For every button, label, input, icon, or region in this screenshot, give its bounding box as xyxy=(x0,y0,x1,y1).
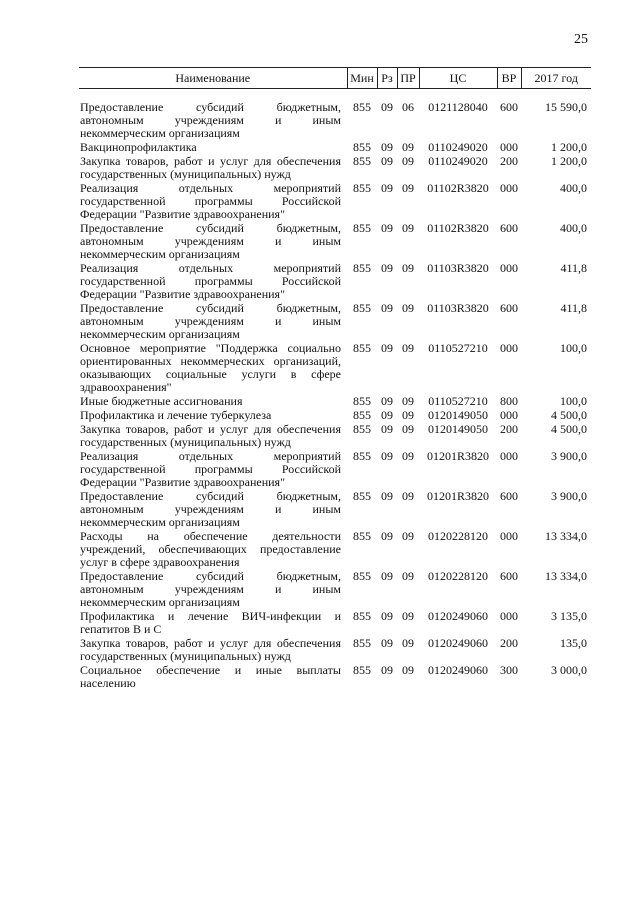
row-rz-cell: 09 xyxy=(381,140,393,154)
table-row xyxy=(79,490,591,530)
row-cs-cell: 01201R3820 xyxy=(426,489,489,503)
row-vr-cell: 000 xyxy=(500,529,518,543)
header-name: Наименование xyxy=(79,68,347,89)
row-rz-cell: 09 xyxy=(381,154,393,168)
row-name-cell: Социальное обеспечение и иные выплаты населению xyxy=(80,663,341,690)
row-rz-cell: 09 xyxy=(381,261,393,275)
row-rz-cell: 09 xyxy=(381,529,393,543)
row-min-cell: 855 xyxy=(353,609,371,623)
row-vr-cell: 000 xyxy=(500,449,518,463)
row-min-cell: 855 xyxy=(353,394,371,408)
row-amount-cell: 135,0 xyxy=(560,636,587,650)
row-min-cell: 855 xyxy=(353,181,371,195)
row-cs-cell: 0121128040 xyxy=(428,100,488,114)
row-name-cell: Закупка товаров, работ и услуг для обеспечения государственных (муниципальных) нужд xyxy=(80,636,341,663)
row-amount-cell: 400,0 xyxy=(560,221,587,235)
table-row xyxy=(79,89,591,142)
row-cs-cell: 01103R3820 xyxy=(427,261,489,275)
row-rz-cell: 09 xyxy=(381,181,393,195)
row-amount-cell: 3 135,0 xyxy=(551,609,587,623)
row-pr-cell: 09 xyxy=(402,301,414,315)
row-cs-cell: 01102R3820 xyxy=(427,221,489,235)
header-vr: ВР xyxy=(497,68,521,89)
row-pr-cell: 09 xyxy=(402,529,414,543)
row-vr-cell: 300 xyxy=(500,663,518,677)
row-pr-cell: 09 xyxy=(402,154,414,168)
row-vr-cell: 000 xyxy=(500,181,518,195)
row-min-cell: 855 xyxy=(353,422,371,436)
row-cs-cell: 0120228120 xyxy=(428,569,488,583)
row-rz-cell: 09 xyxy=(381,394,393,408)
row-pr-cell: 09 xyxy=(402,261,414,275)
row-amount-cell: 1 200,0 xyxy=(551,140,587,154)
row-name-cell: Предоставление субсидий бюджетным, автономным учреждениям и иным некоммерческим организациям xyxy=(80,569,341,609)
row-min-cell: 855 xyxy=(353,636,371,650)
row-amount-cell: 1 200,0 xyxy=(551,154,587,168)
table-row xyxy=(79,182,591,222)
row-cs-cell: 0120228120 xyxy=(428,529,488,543)
row-name-cell: Реализация отдельных мероприятий государственной программы Российской Федерации "Развитие здравоохранения" xyxy=(80,261,341,301)
table-row xyxy=(79,570,591,610)
row-pr-cell: 09 xyxy=(402,663,414,677)
row-name-cell: Предоставление субсидий бюджетным, автономным учреждениям и иным некоммерческим организациям xyxy=(80,489,341,529)
row-cs-cell: 0110249020 xyxy=(428,154,488,168)
row-amount-cell: 13 334,0 xyxy=(545,569,587,583)
table-row xyxy=(79,664,591,691)
row-pr-cell: 09 xyxy=(402,408,414,422)
row-vr-cell: 200 xyxy=(500,422,518,436)
header-pr: ПР xyxy=(397,68,419,89)
table-row xyxy=(79,262,591,302)
table-row xyxy=(79,610,591,637)
table-row xyxy=(79,155,591,182)
table-header-row xyxy=(79,68,591,89)
row-min-cell: 855 xyxy=(353,449,371,463)
row-vr-cell: 000 xyxy=(500,341,518,355)
row-vr-cell: 600 xyxy=(500,100,518,114)
row-min-cell: 855 xyxy=(353,663,371,677)
row-min-cell: 855 xyxy=(353,341,371,355)
row-name-cell: Реализация отдельных мероприятий государственной программы Российской Федерации "Развитие здравоохранения" xyxy=(80,181,341,221)
row-rz-cell: 09 xyxy=(381,609,393,623)
row-rz-cell: 09 xyxy=(381,663,393,677)
row-cs-cell: 0110527210 xyxy=(428,341,488,355)
table-row xyxy=(79,395,591,409)
row-name-cell: Предоставление субсидий бюджетным, автономным учреждениям и иным некоммерческим организациям xyxy=(80,221,341,261)
row-cs-cell: 01201R3820 xyxy=(426,449,489,463)
header-min: Мин xyxy=(347,68,377,89)
row-cs-cell: 0120249060 xyxy=(428,663,488,677)
row-vr-cell: 200 xyxy=(500,636,518,650)
row-pr-cell: 09 xyxy=(402,609,414,623)
row-name-cell: Предоставление субсидий бюджетным, автономным учреждениям и иным некоммерческим организациям xyxy=(80,301,341,341)
table-row xyxy=(79,530,591,570)
row-vr-cell: 600 xyxy=(500,221,518,235)
row-name-cell: Расходы на обеспечение деятельности учреждений, обеспечивающих предоставление услуг в сфере здравоохранения xyxy=(80,529,341,569)
row-amount-cell: 15 590,0 xyxy=(545,100,587,114)
row-name-cell: Вакцинопрофилактика xyxy=(80,140,197,154)
row-min-cell: 855 xyxy=(353,529,371,543)
row-rz-cell: 09 xyxy=(381,489,393,503)
row-vr-cell: 600 xyxy=(500,569,518,583)
row-vr-cell: 000 xyxy=(500,140,518,154)
row-name-cell: Реализация отдельных мероприятий государственной программы Российской Федерации "Развитие здравоохранения" xyxy=(80,449,341,489)
row-rz-cell: 09 xyxy=(381,301,393,315)
row-pr-cell: 09 xyxy=(402,569,414,583)
row-name-cell: Закупка товаров, работ и услуг для обеспечения государственных (муниципальных) нужд xyxy=(80,154,341,181)
row-rz-cell: 09 xyxy=(381,422,393,436)
header-year: 2017 год xyxy=(521,68,591,89)
row-amount-cell: 13 334,0 xyxy=(545,529,587,543)
budget-table xyxy=(79,67,591,691)
table-row xyxy=(79,222,591,262)
row-rz-cell: 09 xyxy=(381,341,393,355)
row-rz-cell: 09 xyxy=(381,569,393,583)
row-name-cell: Предоставление субсидий бюджетным, автономным учреждениям и иным некоммерческим организациям xyxy=(80,100,341,140)
row-pr-cell: 09 xyxy=(402,221,414,235)
row-cs-cell: 01102R3820 xyxy=(427,181,489,195)
row-min-cell: 855 xyxy=(353,261,371,275)
row-amount-cell: 100,0 xyxy=(560,341,587,355)
row-pr-cell: 09 xyxy=(402,341,414,355)
row-name-cell: Профилактика и лечение туберкулеза xyxy=(80,408,272,422)
row-pr-cell: 09 xyxy=(402,449,414,463)
row-min-cell: 855 xyxy=(353,154,371,168)
row-amount-cell: 400,0 xyxy=(560,181,587,195)
row-rz-cell: 09 xyxy=(381,221,393,235)
table-row xyxy=(79,141,591,155)
row-name-cell: Профилактика и лечение ВИЧ-инфекции и гепатитов В и С xyxy=(80,609,341,636)
row-min-cell: 855 xyxy=(353,489,371,503)
row-name-cell: Закупка товаров, работ и услуг для обеспечения государственных (муниципальных) нужд xyxy=(80,422,341,449)
row-amount-cell: 4 500,0 xyxy=(551,422,587,436)
row-amount-cell: 3 000,0 xyxy=(551,663,587,677)
row-amount-cell: 411,8 xyxy=(560,261,587,275)
row-vr-cell: 000 xyxy=(500,609,518,623)
row-min-cell: 855 xyxy=(353,408,371,422)
row-min-cell: 855 xyxy=(353,569,371,583)
row-cs-cell: 0120149050 xyxy=(428,408,488,422)
row-amount-cell: 3 900,0 xyxy=(551,489,587,503)
row-min-cell: 855 xyxy=(353,140,371,154)
table-row xyxy=(79,302,591,342)
row-rz-cell: 09 xyxy=(381,408,393,422)
row-cs-cell: 0120149050 xyxy=(428,422,488,436)
row-pr-cell: 06 xyxy=(402,100,414,114)
table-row xyxy=(79,342,591,395)
row-pr-cell: 09 xyxy=(402,140,414,154)
row-rz-cell: 09 xyxy=(381,636,393,650)
row-cs-cell: 0110249020 xyxy=(428,140,488,154)
row-min-cell: 855 xyxy=(353,100,371,114)
row-vr-cell: 800 xyxy=(500,394,518,408)
table-row xyxy=(79,450,591,490)
row-pr-cell: 09 xyxy=(402,394,414,408)
row-amount-cell: 3 900,0 xyxy=(551,449,587,463)
row-cs-cell: 0120249060 xyxy=(428,609,488,623)
row-cs-cell: 0120249060 xyxy=(428,636,488,650)
header-cs: ЦС xyxy=(419,68,497,89)
row-min-cell: 855 xyxy=(353,221,371,235)
header-rz: Рз xyxy=(377,68,397,89)
page-number: 25 xyxy=(574,32,588,47)
row-pr-cell: 09 xyxy=(402,636,414,650)
table-row xyxy=(79,423,591,450)
row-name-cell: Основное мероприятие "Поддержка социально ориентированных некоммерческих организаций, оказывающих социальные услуги в сфере здравоохранения" xyxy=(80,341,341,394)
table-row xyxy=(79,637,591,664)
row-vr-cell: 200 xyxy=(500,154,518,168)
row-amount-cell: 411,8 xyxy=(560,301,587,315)
row-name-cell: Иные бюджетные ассигнования xyxy=(80,394,243,408)
row-pr-cell: 09 xyxy=(402,489,414,503)
table-row xyxy=(79,409,591,423)
row-cs-cell: 01103R3820 xyxy=(427,301,489,315)
row-pr-cell: 09 xyxy=(402,422,414,436)
row-vr-cell: 600 xyxy=(500,301,518,315)
row-rz-cell: 09 xyxy=(381,449,393,463)
row-vr-cell: 000 xyxy=(500,408,518,422)
row-pr-cell: 09 xyxy=(402,181,414,195)
row-min-cell: 855 xyxy=(353,301,371,315)
row-amount-cell: 100,0 xyxy=(560,394,587,408)
row-rz-cell: 09 xyxy=(381,100,393,114)
row-vr-cell: 600 xyxy=(500,489,518,503)
row-vr-cell: 000 xyxy=(500,261,518,275)
row-cs-cell: 0110527210 xyxy=(428,394,488,408)
table-body xyxy=(79,89,591,692)
row-amount-cell: 4 500,0 xyxy=(551,408,587,422)
